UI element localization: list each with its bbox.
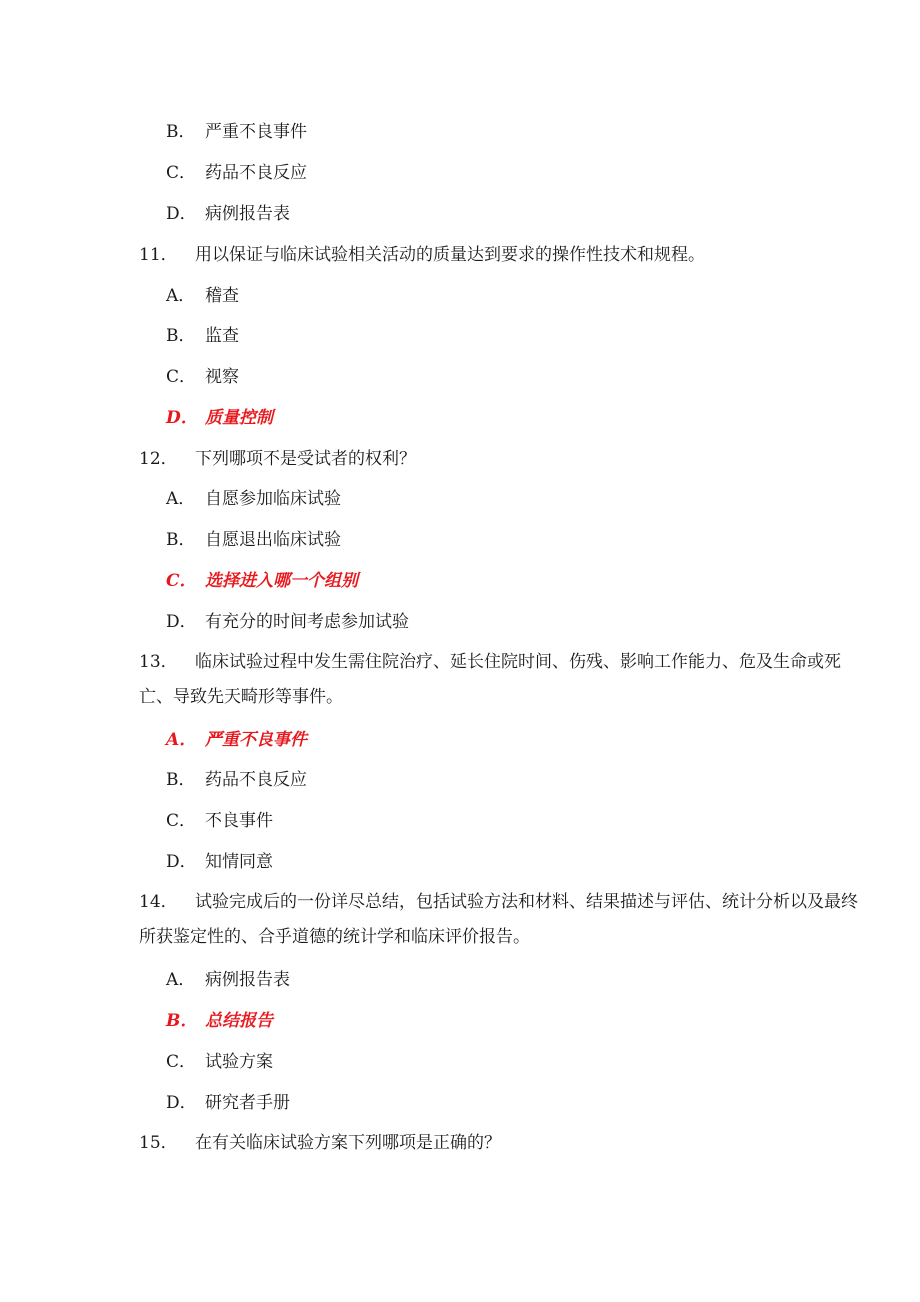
option-text: 稽查	[205, 286, 239, 306]
option-letter: C．	[166, 811, 197, 831]
option-text: 总结报告	[205, 1011, 273, 1031]
option-d	[166, 204, 290, 224]
option-letter: D．	[166, 852, 197, 872]
option-letter: C．	[166, 163, 197, 183]
option-d	[166, 612, 409, 632]
option-letter: C．	[166, 571, 197, 591]
option-c	[166, 1052, 273, 1072]
option-a-correct-answer	[166, 730, 307, 750]
question-text: 试验完成后的一份详尽总结，包括试验方法和材料、结果描述与评估、统计分析以及最终所获鉴定性的、合乎道德的统计学和临床评价报告。	[139, 892, 858, 947]
option-b	[166, 530, 341, 550]
option-text: 自愿退出临床试验	[205, 530, 341, 550]
option-text: 病例报告表	[205, 204, 290, 224]
option-letter: B．	[166, 1011, 198, 1031]
option-b	[166, 326, 239, 346]
option-text: 研究者手册	[205, 1093, 290, 1113]
option-letter: D．	[166, 612, 197, 632]
option-letter: B．	[166, 122, 196, 142]
option-text: 不良事件	[205, 811, 273, 831]
option-c	[166, 811, 273, 831]
option-text: 视察	[205, 367, 239, 387]
question-15	[139, 1133, 501, 1153]
option-text: 有充分的时间考虑参加试验	[205, 612, 409, 632]
option-text: 严重不良事件	[205, 730, 307, 750]
option-letter: B．	[166, 530, 196, 550]
option-text: 严重不良事件	[205, 122, 307, 142]
option-b-correct-answer	[166, 1011, 273, 1031]
option-text: 病例报告表	[205, 970, 290, 990]
question-number: 11．	[139, 245, 178, 265]
option-a	[166, 970, 290, 990]
option-letter: D．	[166, 204, 197, 224]
option-text: 药品不良反应	[205, 770, 307, 790]
question-12	[139, 449, 416, 469]
option-text: 选择进入哪一个组别	[205, 571, 358, 591]
option-d-correct-answer	[166, 408, 273, 428]
option-b	[166, 770, 307, 790]
question-14	[139, 885, 864, 955]
option-letter: C．	[166, 367, 197, 387]
option-c	[166, 367, 239, 387]
question-11	[139, 245, 705, 265]
option-text: 知情同意	[205, 852, 273, 872]
option-letter: B．	[166, 770, 196, 790]
option-a	[166, 489, 341, 509]
option-c-correct-answer	[166, 571, 358, 591]
option-text: 监查	[205, 326, 239, 346]
question-text: 临床试验过程中发生需住院治疗、延长住院时间、伤残、影响工作能力、危及生命或死亡、导致先天畸形等事件。	[139, 652, 841, 707]
option-letter: D．	[166, 1093, 197, 1113]
option-text: 药品不良反应	[205, 163, 307, 183]
option-letter: A．	[166, 489, 196, 509]
option-c	[166, 163, 307, 183]
option-b	[166, 122, 307, 142]
option-letter: B．	[166, 326, 196, 346]
question-number: 14．	[139, 892, 178, 912]
option-letter: A．	[166, 970, 196, 990]
question-text: 在有关临床试验方案下列哪项是正确的？	[195, 1133, 501, 1153]
option-text: 试验方案	[205, 1052, 273, 1072]
option-letter: A．	[166, 286, 196, 306]
option-letter: A．	[166, 730, 197, 750]
option-text: 自愿参加临床试验	[205, 489, 341, 509]
question-number: 12．	[139, 449, 178, 469]
question-number: 13．	[139, 652, 178, 672]
option-d	[166, 852, 273, 872]
option-text: 质量控制	[205, 408, 273, 428]
question-13	[139, 645, 864, 715]
option-d	[166, 1093, 290, 1113]
question-text: 下列哪项不是受试者的权利？	[195, 449, 416, 469]
option-letter: D．	[166, 408, 198, 428]
option-letter: C．	[166, 1052, 197, 1072]
option-a	[166, 286, 239, 306]
question-number: 15．	[139, 1133, 178, 1153]
question-text: 用以保证与临床试验相关活动的质量达到要求的操作性技术和规程。	[195, 245, 705, 265]
